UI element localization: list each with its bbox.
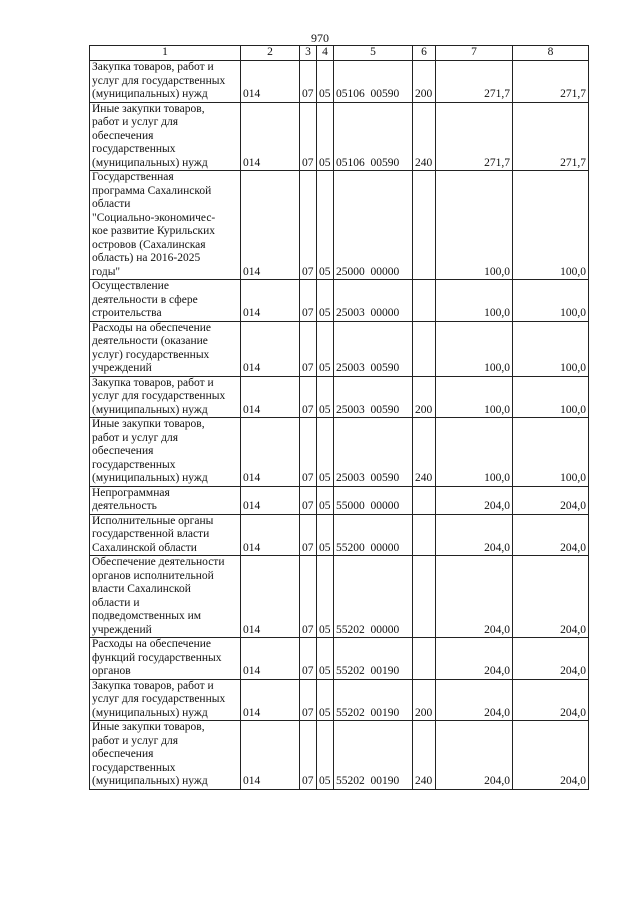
row-section-cell: 07 <box>300 171 317 280</box>
row-amount-2-cell: 204,0 <box>513 638 589 680</box>
row-name-cell: Закупка товаров, работ и услуг для государственных (муниципальных) нужд <box>90 376 241 418</box>
row-target-article-cell: 25003 00590 <box>334 376 413 418</box>
row-amount-cell: 204,0 <box>436 556 513 638</box>
row-subsection-cell: 05 <box>317 679 334 721</box>
row-amount-cell: 204,0 <box>436 514 513 556</box>
page-number: 970 <box>311 31 329 45</box>
row-target-article-cell: 55202 00190 <box>334 721 413 790</box>
row-name-cell: Расходы на обеспечение функций государственных органов <box>90 638 241 680</box>
row-section-cell: 07 <box>300 321 317 376</box>
row-section-cell: 07 <box>300 556 317 638</box>
row-amount-cell: 271,7 <box>436 61 513 103</box>
row-subsection-cell: 05 <box>317 102 334 171</box>
row-subsection-cell: 05 <box>317 321 334 376</box>
row-code-cell: 014 <box>241 514 300 556</box>
table-row <box>90 486 589 514</box>
header-cell-5: 5 <box>334 46 413 61</box>
table-row <box>90 638 589 680</box>
row-name-cell: Государственная программа Сахалинской области "Социально-экономичес- кое развитие Курильских островов (Сахалинская область) на 2016-2025 годы" <box>90 171 241 280</box>
row-expense-type-cell: 200 <box>413 376 436 418</box>
row-amount-2-cell: 204,0 <box>513 514 589 556</box>
row-amount-2-cell: 100,0 <box>513 376 589 418</box>
row-amount-2-cell: 271,7 <box>513 102 589 171</box>
row-target-article-cell: 55202 00190 <box>334 679 413 721</box>
table-row <box>90 556 589 638</box>
row-name-cell: Закупка товаров, работ и услуг для государственных (муниципальных) нужд <box>90 679 241 721</box>
row-code-cell: 014 <box>241 171 300 280</box>
header-cell-2: 2 <box>241 46 300 61</box>
row-amount-cell: 204,0 <box>436 638 513 680</box>
row-amount-2-cell: 204,0 <box>513 486 589 514</box>
row-target-article-cell: 05106 00590 <box>334 61 413 103</box>
row-amount-cell: 100,0 <box>436 171 513 280</box>
row-amount-cell: 100,0 <box>436 280 513 322</box>
row-name-cell: Непрограммная деятельность <box>90 486 241 514</box>
row-section-cell: 07 <box>300 61 317 103</box>
row-amount-2-cell: 204,0 <box>513 721 589 790</box>
header-cell-1: 1 <box>90 46 241 61</box>
header-row <box>90 46 589 61</box>
row-code-cell: 014 <box>241 321 300 376</box>
row-expense-type-cell <box>413 556 436 638</box>
row-code-cell: 014 <box>241 721 300 790</box>
row-name-cell: Иные закупки товаров, работ и услуг для обеспечения государственных (муниципальных) нужд <box>90 102 241 171</box>
row-subsection-cell: 05 <box>317 171 334 280</box>
row-expense-type-cell <box>413 486 436 514</box>
row-code-cell: 014 <box>241 102 300 171</box>
row-expense-type-cell: 200 <box>413 679 436 721</box>
row-name-cell: Закупка товаров, работ и услуг для государственных (муниципальных) нужд <box>90 61 241 103</box>
row-amount-cell: 100,0 <box>436 321 513 376</box>
row-expense-type-cell <box>413 514 436 556</box>
row-section-cell: 07 <box>300 638 317 680</box>
row-section-cell: 07 <box>300 721 317 790</box>
row-expense-type-cell <box>413 321 436 376</box>
header-cell-8: 8 <box>513 46 589 61</box>
row-amount-2-cell: 204,0 <box>513 679 589 721</box>
row-expense-type-cell: 200 <box>413 61 436 103</box>
row-name-cell: Иные закупки товаров, работ и услуг для обеспечения государственных (муниципальных) нужд <box>90 418 241 487</box>
row-code-cell: 014 <box>241 486 300 514</box>
row-subsection-cell: 05 <box>317 556 334 638</box>
row-subsection-cell: 05 <box>317 280 334 322</box>
row-section-cell: 07 <box>300 376 317 418</box>
row-amount-2-cell: 271,7 <box>513 61 589 103</box>
row-subsection-cell: 05 <box>317 486 334 514</box>
row-code-cell: 014 <box>241 418 300 487</box>
table-row <box>90 280 589 322</box>
row-name-cell: Расходы на обеспечение деятельности (оказание услуг) государственных учреждений <box>90 321 241 376</box>
row-subsection-cell: 05 <box>317 721 334 790</box>
row-section-cell: 07 <box>300 280 317 322</box>
row-amount-2-cell: 100,0 <box>513 280 589 322</box>
table-row <box>90 679 589 721</box>
table-body <box>90 46 589 790</box>
row-expense-type-cell <box>413 280 436 322</box>
row-amount-cell: 271,7 <box>436 102 513 171</box>
table-row <box>90 376 589 418</box>
table-row <box>90 61 589 103</box>
row-amount-cell: 204,0 <box>436 679 513 721</box>
row-code-cell: 014 <box>241 376 300 418</box>
row-name-cell: Иные закупки товаров, работ и услуг для обеспечения государственных (муниципальных) нужд <box>90 721 241 790</box>
header-cell-6: 6 <box>413 46 436 61</box>
row-expense-type-cell: 240 <box>413 418 436 487</box>
row-amount-cell: 204,0 <box>436 486 513 514</box>
table-row <box>90 721 589 790</box>
row-target-article-cell: 25000 00000 <box>334 171 413 280</box>
row-amount-cell: 204,0 <box>436 721 513 790</box>
row-target-article-cell: 25003 00590 <box>334 418 413 487</box>
row-subsection-cell: 05 <box>317 418 334 487</box>
row-target-article-cell: 25003 00590 <box>334 321 413 376</box>
row-code-cell: 014 <box>241 556 300 638</box>
header-cell-3: 3 <box>300 46 317 61</box>
row-amount-2-cell: 100,0 <box>513 321 589 376</box>
row-name-cell: Осуществление деятельности в сфере строительства <box>90 280 241 322</box>
row-target-article-cell: 55000 00000 <box>334 486 413 514</box>
header-cell-4: 4 <box>317 46 334 61</box>
row-expense-type-cell <box>413 638 436 680</box>
table-row <box>90 418 589 487</box>
row-expense-type-cell: 240 <box>413 102 436 171</box>
table-row <box>90 102 589 171</box>
row-code-cell: 014 <box>241 280 300 322</box>
row-target-article-cell: 55200 00000 <box>334 514 413 556</box>
row-amount-2-cell: 100,0 <box>513 171 589 280</box>
table-row <box>90 171 589 280</box>
row-name-cell: Обеспечение деятельности органов исполнительной власти Сахалинской области и подведомственных им учреждений <box>90 556 241 638</box>
row-subsection-cell: 05 <box>317 61 334 103</box>
row-section-cell: 07 <box>300 418 317 487</box>
table-row <box>90 514 589 556</box>
row-code-cell: 014 <box>241 679 300 721</box>
row-target-article-cell: 55202 00000 <box>334 556 413 638</box>
row-section-cell: 07 <box>300 102 317 171</box>
row-target-article-cell: 55202 00190 <box>334 638 413 680</box>
row-section-cell: 07 <box>300 514 317 556</box>
row-code-cell: 014 <box>241 638 300 680</box>
row-expense-type-cell <box>413 171 436 280</box>
row-expense-type-cell: 240 <box>413 721 436 790</box>
row-subsection-cell: 05 <box>317 376 334 418</box>
row-section-cell: 07 <box>300 486 317 514</box>
row-amount-2-cell: 204,0 <box>513 556 589 638</box>
row-target-article-cell: 25003 00000 <box>334 280 413 322</box>
row-amount-cell: 100,0 <box>436 418 513 487</box>
header-cell-7: 7 <box>436 46 513 61</box>
budget-table <box>89 45 589 790</box>
row-amount-cell: 100,0 <box>436 376 513 418</box>
row-subsection-cell: 05 <box>317 638 334 680</box>
row-target-article-cell: 05106 00590 <box>334 102 413 171</box>
row-subsection-cell: 05 <box>317 514 334 556</box>
row-amount-2-cell: 100,0 <box>513 418 589 487</box>
row-name-cell: Исполнительные органы государственной власти Сахалинской области <box>90 514 241 556</box>
row-code-cell: 014 <box>241 61 300 103</box>
table-row <box>90 321 589 376</box>
row-section-cell: 07 <box>300 679 317 721</box>
